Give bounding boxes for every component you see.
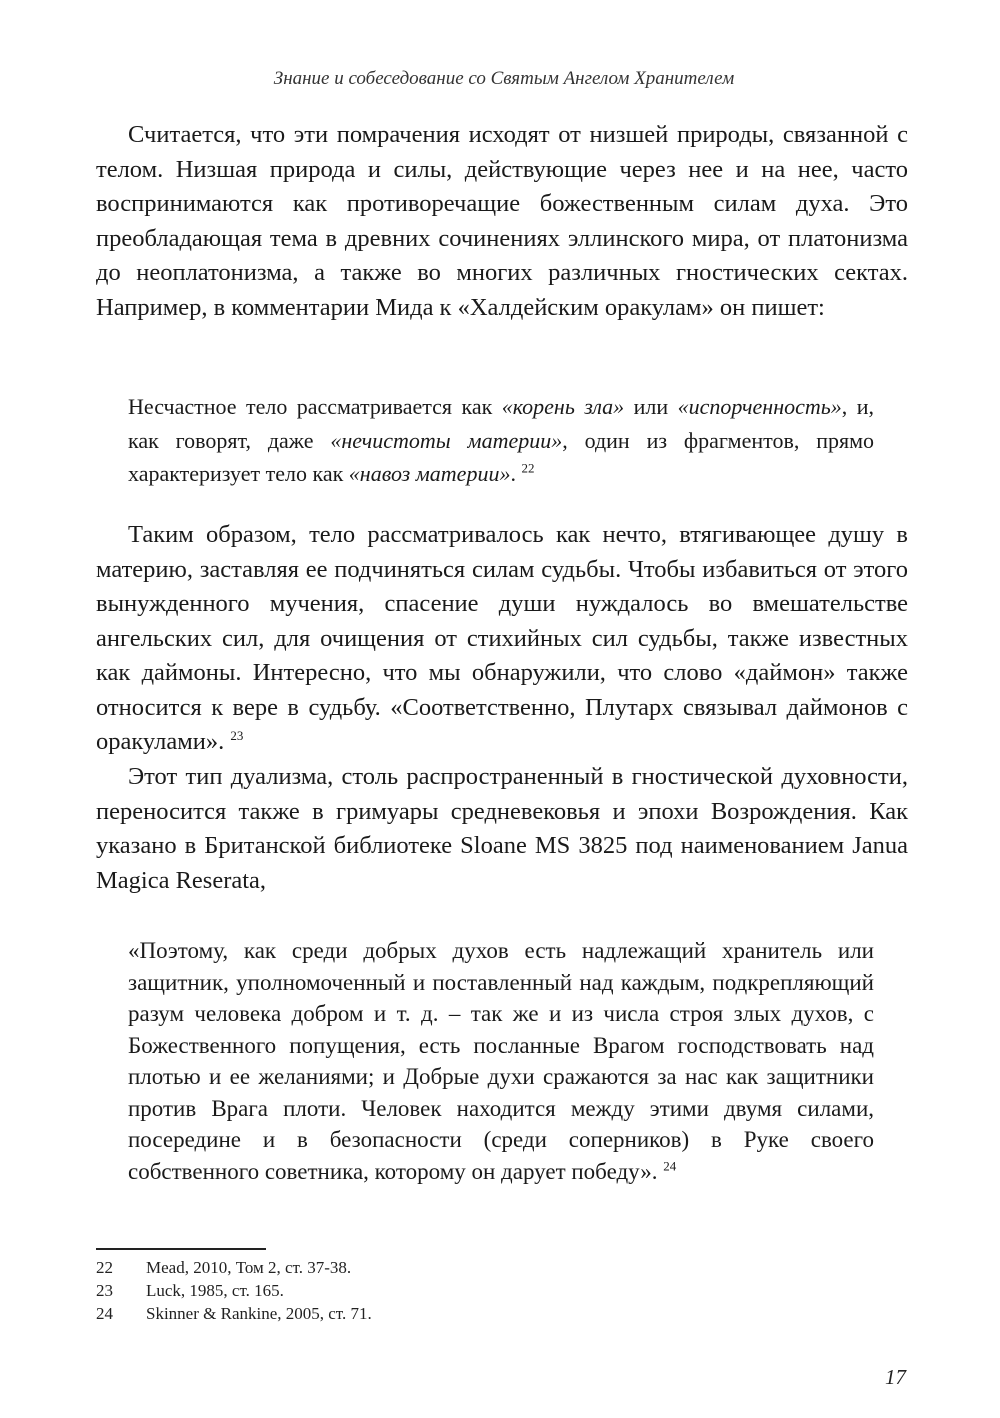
footnote-22: 22 Mead, 2010, Том 2, ст. 37-38. [96, 1258, 352, 1277]
footnote-23: 23 Luck, 1985, ст. 165. [96, 1281, 284, 1300]
footnote-ref-22: 22 [521, 460, 535, 476]
footnote-divider [96, 1248, 266, 1250]
footnote-24: 24 Skinner & Rankine, 2005, ст. 71. [96, 1304, 372, 1323]
footnote-ref-23: 23 [230, 727, 244, 743]
paragraph-3: Этот тип дуализма, столь распространенный в гностической духовности, переносится также в гримуары средневековья и эпохи Возрождения. Как указано в Британской библиотеке Sloane MS 3825 под наименованием Janua Magica Reserata, [96, 763, 908, 894]
running-header: Знание и собеседование со Святым Ангелом Хранителем [273, 68, 735, 89]
paragraph-1: Считается, что эти помрачения исходят от низшей природы, связанной с телом. Низшая природа и силы, действующие через нее и на нее, часто воспринимаются как противоречащие божественным силам духа. Это преобладающая тема в древних сочинениях эллинского мира, от платонизма до неоплатонизма, а также во многих различных гностических сектах. Например, в комментарии Мида к «Халдейским оракулам» он пишет: [96, 121, 908, 321]
footnote-ref-24: 24 [663, 1157, 677, 1173]
page-number: 17 [885, 1365, 906, 1389]
footnotes [96, 1256, 596, 1325]
block-quote-1: Несчастное тело рассматривается как «корень зла» или «испорченность», и, как говорят, даже «нечистоты материи», один из фрагментов, прямо характеризует тело как «навоз материи». $^{22}$ [128, 394, 875, 486]
paragraph-2: Таким образом, тело рассматривалось как нечто, втягивающее душу в материю, заставляя ее подчиняться силам судьбы. Чтобы избавиться от этого вынужденного мучения, спасение души нуждалось во вмешательстве ангельских сил, для очищения от стихийных сил судьбы, также известных как даймоны. Интересно, что мы обнаружили, что слово «даймон» также относится к вере в судьбу. «Соответственно, Плутарх связывал даймонов с оракулами». $^{23}$ [96, 521, 908, 755]
block-quote-2: «Поэтому, как среди добрых духов есть надлежащий хранитель или защитник, уполномоченный и поставленный над каждым, подкрепляющий разум человека добром и т. д. – так же и из числа строя злых духов, с Божественного попущения, есть посланные Врагом господствовать над плотью и ее желаниями; и Добрые духи сражаются за нас как защитники против Врага плоти. Человек находится между этими двумя силами, посередине и в безопасности (среди соперников) в Руке своего собственного советника, которому он дарует победу». $^{24}$ [128, 938, 874, 1184]
